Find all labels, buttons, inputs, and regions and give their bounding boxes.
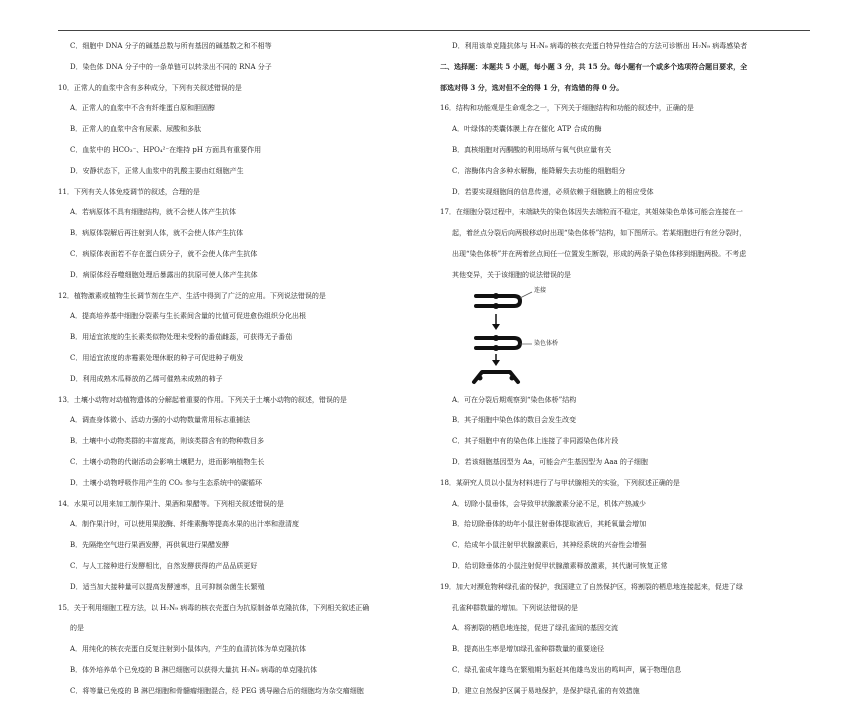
text-line: 其他变异，关于该细胞的说法错误的是: [452, 270, 571, 279]
text-line: 15．关于利用细胞工程方法，以 H₇N₉ 病毒的核衣壳蛋白为抗原制备单克隆抗体，下列相关叙述正确: [58, 603, 370, 612]
text-line: C．其子细胞中有的染色体上连接了非同源染色体片段: [452, 437, 619, 446]
text-line: C．细胞中 DNA 分子的碱基总数与所有基因的碱基数之和不相等: [70, 42, 272, 50]
text-line: 的是: [70, 624, 84, 633]
text-line: A．切除小鼠垂体，会导致甲状腺激素分泌不足，机体产热减少: [452, 499, 647, 508]
text-line: B．其子细胞中染色体的数目会发生改变: [452, 416, 577, 425]
text-line: B．用适宜浓度的生长素类似物处理未受粉的番茄雌蕊，可获得无子番茄: [70, 333, 293, 342]
text-line: C．溶酶体内含多种水解酶，能降解失去功能的细胞组分: [452, 166, 626, 175]
text-line: D．若要实现细胞间的信息传递，必须依赖于细胞膜上的相应受体: [452, 187, 654, 196]
text-line: D．利用成熟木瓜释放的乙烯可催熟未成熟的柿子: [70, 374, 223, 383]
text-line: C．用适宜浓度的赤霉素处理休眠的种子可促进种子萌发: [70, 353, 244, 362]
text-line: C．与人工接种进行发酵相比，自然发酵获得的产品品质更好: [70, 561, 258, 570]
right-column: [440, 36, 786, 702]
text-line: 11．下列有关人体免疫调节的叙述，合理的是: [58, 187, 200, 196]
text-line: 二、选择题：本题共 5 小题，每小题 3 分，共 15 分。每小题有一个或多个选项符合题目要求，全: [440, 61, 748, 71]
text-line: 12．植物激素或植物生长调节剂在生产、生活中得到了广泛的应用。下列说法错误的是: [58, 291, 326, 300]
top-rule: [58, 30, 810, 31]
text-line: A．正常人的血浆中不含有纤维蛋白原和胆固醇: [70, 104, 216, 113]
text-line: D．病原体经吞噬细胞处理后暴露出的抗原可使人体产生抗体: [70, 270, 258, 279]
text-line: D．土壤小动物呼吸作用产生的 CO₂ 参与生态系统中的碳循环: [70, 478, 262, 487]
text-line: A．用纯化的核衣壳蛋白反复注射到小鼠体内，产生的血清抗体为单克隆抗体: [70, 645, 307, 654]
chromosome-diagram: [470, 286, 580, 386]
text-line: D．染色体 DNA 分子中的一条单链可以转录出不同的 RNA 分子: [70, 62, 272, 71]
text-line: B．先隔绝空气进行果酒发酵，再供氧进行果醋发酵: [70, 541, 230, 550]
text-line: D．安静状态下，正常人血浆中的乳酸主要由红细胞产生: [70, 166, 244, 175]
chromosome-bridge-figure: [440, 286, 786, 390]
text-line: 孔雀种群数量的增加。下列说法错误的是: [452, 603, 578, 612]
text-line: D．给切除垂体的小鼠注射促甲状腺激素释放激素，其代谢可恢复正常: [452, 561, 668, 570]
text-line: D．建立自然保护区属于易地保护，是保护绿孔雀的有效措施: [452, 686, 640, 695]
text-line: D．若该细胞基因型为 Aa，可能会产生基因型为 Aaa 的子细胞: [452, 457, 648, 466]
text-line: B．体外培养单个已免疫的 B 淋巴细胞可以获得大量抗 H₇N₉ 病毒的单克隆抗体: [70, 665, 318, 674]
text-line: 起，着丝点分裂后向两极移动时出现“染色体桥”结构，如下图所示。若某细胞进行有丝分裂时，: [452, 229, 747, 238]
text-line: C．绿孔雀成年雄鸟在繁殖期为驱赶其他雄鸟发出的鸣叫声，属于物理信息: [452, 665, 682, 674]
text-line: B．提高出生率是增加绿孔雀种群数量的重要途径: [452, 645, 605, 654]
text-line: 10．正常人的血浆中含有多种成分，下列有关叙述错误的是: [58, 83, 242, 92]
text-line: C．将等量已免疫的 B 淋巴细胞和骨髓瘤细胞混合，经 PEG 诱导融合后的细胞均为杂交瘤细胞: [70, 686, 364, 695]
left-column: [58, 36, 404, 702]
label-chromosome-bridge: 染色体桥: [534, 339, 559, 347]
text-line: 14．水果可以用来加工制作果汁、果酒和果醋等。下列相关叙述错误的是: [58, 499, 284, 508]
text-line: A．调查身体微小、活动力强的小动物数量常用标志重捕法: [70, 416, 251, 425]
text-line: A．提高培养基中细胞分裂素与生长素间含量的比值可促进愈伤组织分化出根: [70, 312, 307, 321]
text-line: B．给切除垂体的幼年小鼠注射垂体提取液后，其耗氧量会增加: [452, 520, 647, 529]
text-line: 17．在细胞分裂过程中，末端缺失的染色体因失去端粒而不稳定，其姐妹染色单体可能会连接在一: [440, 208, 743, 217]
text-line: D．适当加大接种量可以提高发酵速率，且可抑制杂菌生长繁殖: [70, 582, 265, 591]
text-line: 部选对得 3 分，选对但不全的得 1 分，有选错的得 0 分。: [440, 82, 624, 92]
text-line: B．真核细胞对丙酮酸的利用场所与氧气供应量有关: [452, 145, 612, 154]
text-line: B．正常人的血浆中含有尿素、尿酸和多肽: [70, 125, 202, 134]
text-line: B．病原体裂解后再注射到人体，就不会使人体产生抗体: [70, 229, 244, 238]
text-line: B．土壤中小动物类群的丰富度高，则该类群含有的物种数目多: [70, 437, 265, 446]
text-line: 19．加大对濒危物种绿孔雀的保护，我国建立了自然保护区，将割裂的栖息地连接起来，促进了绿: [440, 582, 743, 591]
text-line: C．土壤小动物的代谢活动会影响土壤肥力，进而影响植物生长: [70, 457, 265, 466]
text-line: A．叶绿体的类囊体膜上存在催化 ATP 合成的酶: [452, 125, 602, 134]
text-line: 18．某研究人员以小鼠为材料进行了与甲状腺相关的实验，下列叙述正确的是: [440, 478, 680, 487]
text-line: A．制作果汁时，可以使用果胶酶、纤维素酶等提高水果的出汁率和澄清度: [70, 520, 300, 529]
text-line: C．血浆中的 HCO₃⁻、HPO₄²⁻在维持 pH 方面具有重要作用: [70, 145, 262, 154]
text-line: 13．土壤小动物对动植物遗体的分解起着重要的作用。下列关于土壤小动物的叙述，错误的是: [58, 395, 347, 404]
text-line: 16．结构和功能观是生命观念之一，下列关于细胞结构和功能的叙述中，正确的是: [440, 104, 694, 113]
label-connection: 连接: [534, 286, 547, 294]
text-line: C．病原体表面若不存在蛋白质分子，就不会使人体产生抗体: [70, 249, 258, 258]
text-line: C．给成年小鼠注射甲状腺激素后，其神经系统的兴奋性会增强: [452, 541, 647, 550]
text-line: A．将割裂的栖息地连接，促进了绿孔雀间的基因交流: [452, 624, 619, 633]
text-line: A．可在分裂后期观察到“染色体桥”结构: [452, 395, 577, 404]
text-line: 出现“染色体桥”并在两着丝点间任一位置发生断裂，形成的两条子染色体移到细胞两极。不考虑: [452, 249, 747, 258]
text-line: D．利用该单克隆抗体与 H₇N₉ 病毒的核衣壳蛋白特异性结合的方法可诊断出 H₇N₉ 病毒感染者: [452, 42, 748, 50]
text-line: A．若病原体不具有细胞结构，就不会使人体产生抗体: [70, 208, 237, 217]
